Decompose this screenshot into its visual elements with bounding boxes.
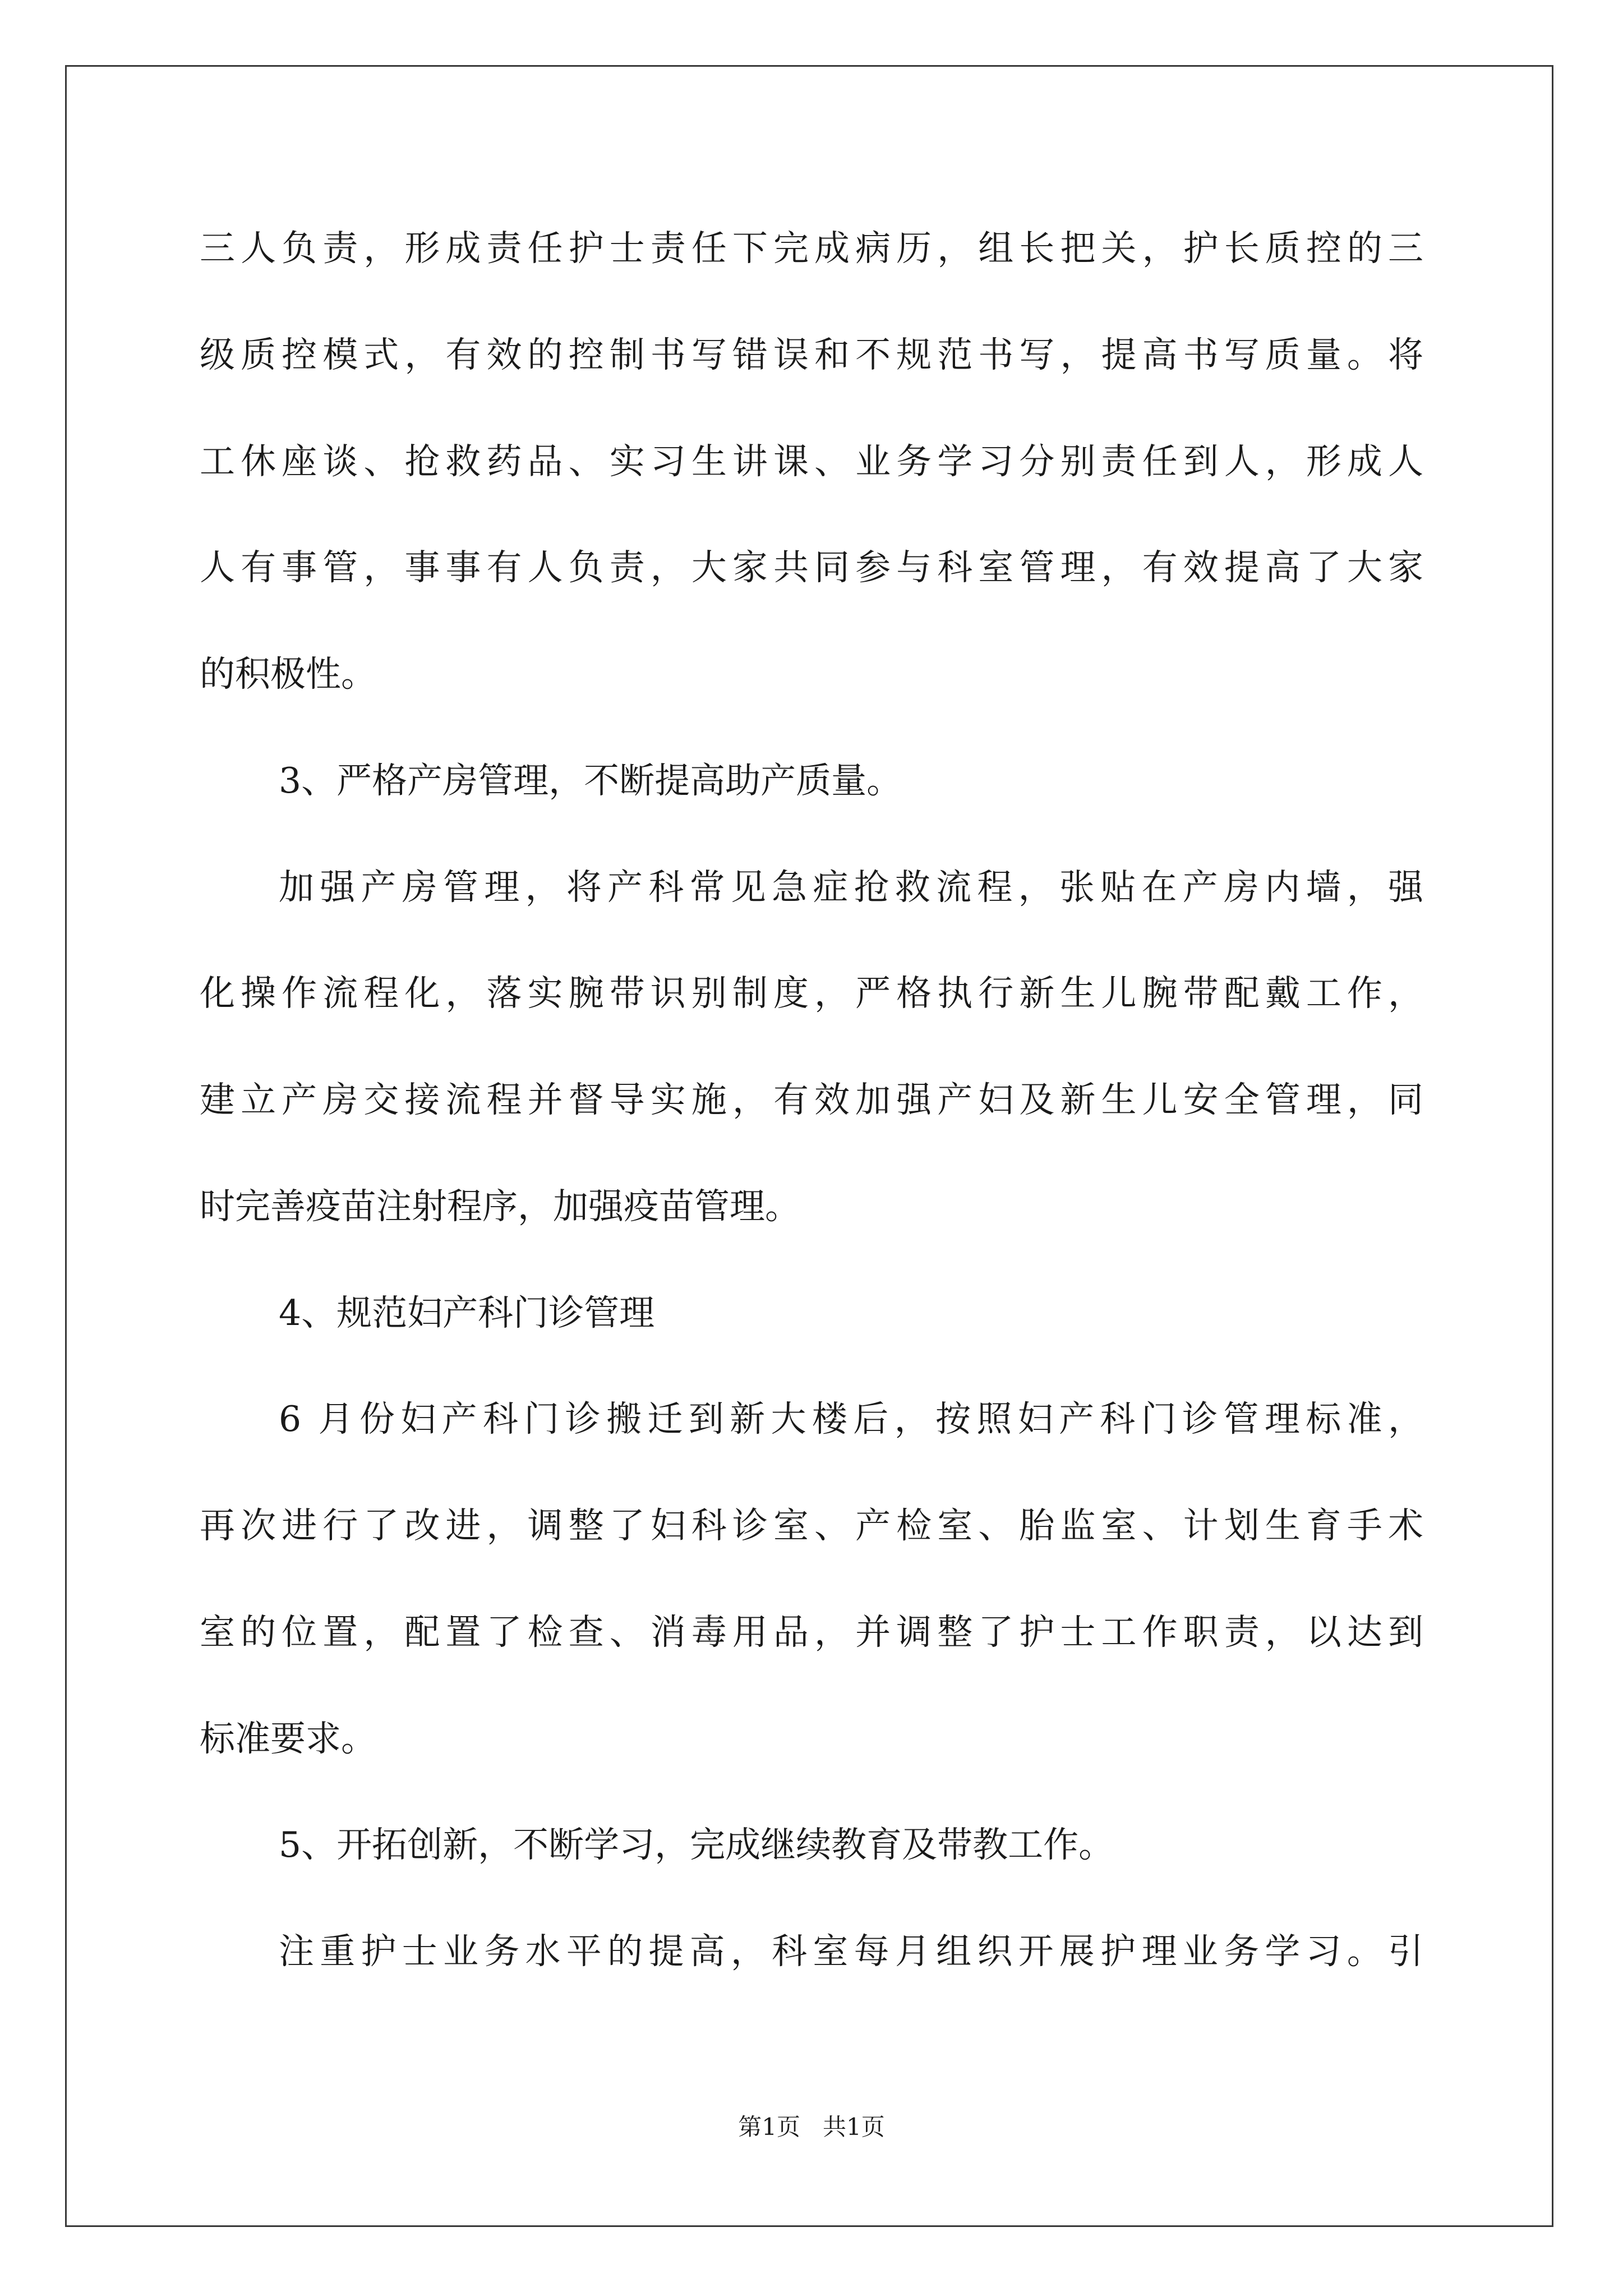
body-text-line: 建立产房交接流程并督导实施，有效加强产妇及新生儿安全管理，同 xyxy=(200,1079,1423,1120)
body-text-line: 6 月份妇产科门诊搬迁到新大楼后，按照妇产科门诊管理标准， xyxy=(279,1398,1423,1439)
body-text-line: 时完善疫苗注射程序，加强疫苗管理。 xyxy=(200,1186,800,1227)
body-text-line: 三人负责，形成责任护士责任下完成病历，组长把关，护长质控的三 xyxy=(200,228,1423,269)
body-text-line: 工休座谈、抢救药品、实习生讲课、业务学习分别责任到人，形成人 xyxy=(200,441,1423,482)
body-text-line: 人有事管，事事有人负责，大家共同参与科室管理，有效提高了大家 xyxy=(200,547,1423,588)
page-footer: 第1页 共1页 xyxy=(738,2113,885,2141)
section-heading: 5、开拓创新，不断学习，完成继续教育及带教工作。 xyxy=(279,1824,1114,1865)
page-border xyxy=(65,65,1553,2227)
body-text-line: 标准要求。 xyxy=(200,1718,376,1759)
body-text-line: 化操作流程化，落实腕带识别制度，严格执行新生儿腕带配戴工作， xyxy=(200,973,1423,1014)
body-text-line: 级质控模式，有效的控制书写错误和不规范书写，提高书写质量。将 xyxy=(200,334,1423,375)
body-text-line: 注重护士业务水平的提高，科室每月组织开展护理业务学习。引 xyxy=(279,1931,1423,1972)
section-heading: 4、规范妇产科门诊管理 xyxy=(279,1292,655,1333)
body-text-line: 的积极性。 xyxy=(200,654,376,694)
section-heading: 3、严格产房管理，不断提高助产质量。 xyxy=(279,760,902,801)
body-text-line: 室的位置，配置了检查、消毒用品，并调整了护士工作职责，以达到 xyxy=(200,1612,1423,1653)
body-text-line: 再次进行了改进，调整了妇科诊室、产检室、胎监室、计划生育手术 xyxy=(200,1505,1423,1546)
body-text-line: 加强产房管理，将产科常见急症抢救流程，张贴在产房内墙，强 xyxy=(279,867,1423,908)
